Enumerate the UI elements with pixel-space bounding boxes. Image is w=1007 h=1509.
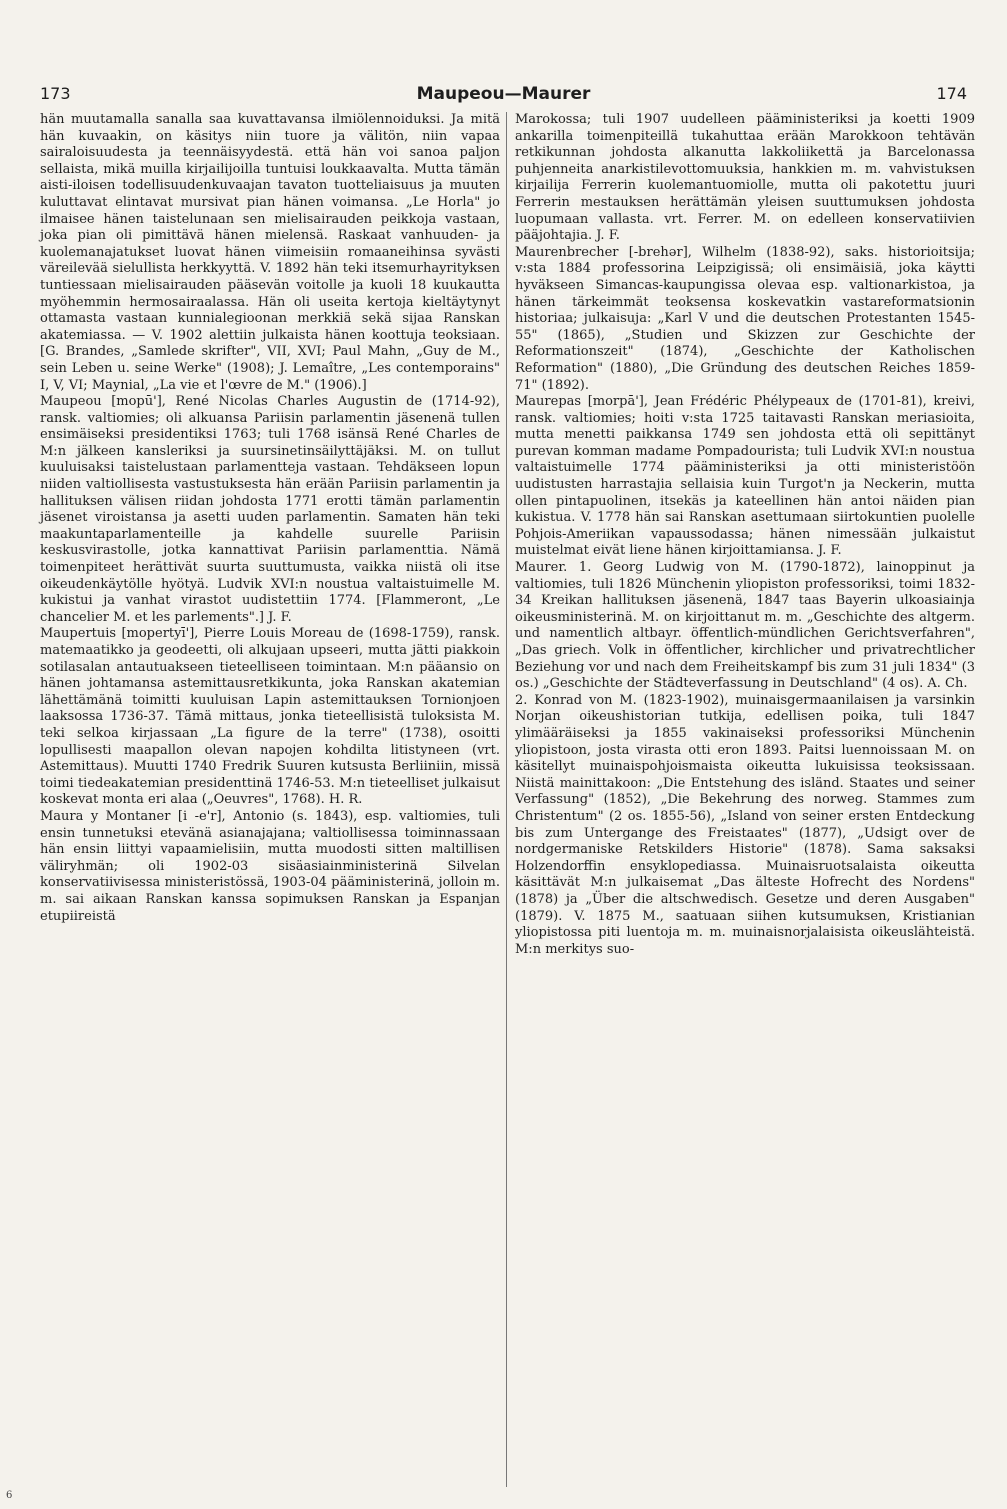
entry-maura-y-montaner: Maura y Montaner [i -e'r], Antonio (s. 1843), esp. valtiomies, tuli ensin tunnetuksi etevänä asianajajana; valtiollisessa toiminnassaan hän ensin liittyi vapaamielisiin, mutta muodosti sitten maltillisen väliryhmän; oli 1902-03 sisäasiainministerinä Silvelan konservatiivisessa ministeristössä, 1903-04 pääministerinä, jolloin m. m. sai aikaan Ranskan kanssa sopimuksen Ranskan ja Espanjan etupiireistä bbox=[40, 808, 500, 924]
paragraph: hän muutamalla sanalla saa kuvattavansa ilmiölennoiduksi. Ja mitä hän kuvaakin, on käsitys niin tuore ja välitön, niin vapaa sairaloisuudesta ja teennäisyydestä. että hän voi sanoa paljon sellaista, mikä muilla kirjailijoilla tuntuisi loukkaavalta. Mutta tämän aisti-iloisen todellisuudenkuvaajan tavaton tuotteliaisuus ja muuten kuluttavat elintavat mursivat pian hänen voimansa. „Le Horla" jo ilmaisee hänen taistelunaan sen mielisairauden peikkoja vastaan, joka pian oli pimittävä hänen mielensä. Raskaat vanhuuden- ja kuolemanajatukset luovat hänen viimeisiin romaaneihinsa syvästi väreilevää sielullista herkkyyttä. V. 1892 hän teki itsemurhayrityksen tuntiessaan mielisairauden pääsevän voitolle ja kuoli 18 kuukautta myöhemmin hermosairaalassa. Hän oli useita kertoja kieltäytynyt ottamasta vastaan kunnialegioonan merkkiä sekä sijaa Ranskan akatemiassa. — V. 1902 alettiin julkaista hänen koottuja teoksiaan. [G. Brandes, „Samlede skrifter", VII, XVI; Paul Mahn, „Guy de M., sein Leben u. seine Werke" (1908); J. Lemaître, „Les contemporains" I, V, VI; Maynial, „La vie et l'œvre de M." (1906).] bbox=[40, 112, 500, 393]
right-column bbox=[515, 112, 975, 958]
page-number-right: 174 bbox=[936, 84, 967, 103]
corner-mark: 6 bbox=[6, 1490, 13, 1501]
entry-maurepas: Maurepas [morpā'], Jean Frédéric Phélypeaux de (1701-81), kreivi, ransk. valtiomies; hoiti v:sta 1725 taitavasti Ranskan meriasioita, mutta menetti paikkansa 1749 sen johdosta että oli sepittänyt purevan komman madame Pompadourista; tuli Ludvik XVI:n noustua valtaistuimelle 1774 pääministeriksi ja otti ministeristöön uudistusten harrastajia sellaisia kuin Turgot'n ja Neckerin, mutta ollen pintapuolinen, itsekäs ja kateellinen hän antoi näiden pian kukistua. V. 1778 hän sai Ranskan asettumaan siirtokuntien puolelle Pohjois-Ameriikan vapaussodassa; hänen nimessään julkaistut muistelmat eivät liene hänen kirjoittamiansa. J. F. bbox=[515, 394, 975, 559]
left-column bbox=[40, 112, 500, 925]
entry-maurer-2: 2. Konrad von M. (1823-1902), muinaisgermaanilaisen ja varsinkin Norjan oikeushistorian tutkija, edellisen poika, tuli 1847 ylimääräiseksi ja 1855 vakinaiseksi professoriksi Münchenin yliopistoon, josta virasta otti eron 1893. Paitsi luennoissaan M. on käsitellyt muinaispohjoismaista oikeutta lukuisissa teoksissaan. Niistä mainittakoon: „Die Entstehung des isländ. Staates und seiner Verfassung" (1852), „Die Bekehrung des norweg. Stammes zum Christentum" (2 os. 1855-56), „Island von seiner ersten Entdeckung bis zum Untergange des Freistaates" (1877), „Udsigt over de nordgermaniske Retskilders Historie" (1878). Sama saksaksi Holzendorffin ensyklopediassa. Muinaisruotsalaista oikeutta käsittävät M:n julkaisemat „Das älteste Hofrecht des Nordens" (1878) ja „Über die altschwedisch. Gesetze und deren Ausgaben" (1879). V. 1875 M., saatuaan siihen kutsumuksen, Kristianian yliopistossa piti luentoja m. m. muinaisnorjalaisista oikeuslähteistä. M:n merkitys suo- bbox=[515, 692, 975, 957]
page-number-left: 173 bbox=[40, 84, 71, 103]
entry-maupertuis: Maupertuis [mopertyī'], Pierre Louis Moreau de (1698-1759), ransk. matemaatikko ja geodeetti, oli alkujaan upseeri, mutta jätti piakkoin sotilasalan antautuakseen tieteelliseen toimintaan. M:n pääansio on hänen johtamansa astemittausretkikunta, joka Ranskan akatemian lähettämänä toimitti kuuluisan Lapin astemittauksen Tornionjoen laaksossa 1736-37. Tämä mittaus, jonka tieteellisistä tuloksista M. teki selkoa kirjassaan „La figure de la terre" (1738), osoitti lopullisesti maapallon olevan napojen kohdilta litistyneen (vrt. Astemittaus). Muutti 1740 Fredrik Suuren kutsusta Berliiniin, missä toimi tiedeakatemian presidenttinä 1746-53. M:n tieteelliset julkaisut koskevat monta eri alaa („Oeuvres", 1768). H. R. bbox=[40, 626, 500, 808]
entry-maupeou: Maupeou [mopū'], René Nicolas Charles Augustin de (1714-92), ransk. valtiomies; oli alkuansa Pariisin parlamentin jäsenenä tullen ensimäiseksi presidentiksi 1763; tuli 1768 isänsä René Charles de M:n jälkeen kansleriksi ja suursinetinsäilyttäjäksi. M. on tullut kuuluisaksi taistelustaan parlamentteja vastaan. Tehdäkseen lopun niiden valtiollisesta vastustuksesta hän erään Pariisin parlamentin ja hallituksen välisen riidan johdosta 1771 erotti tämän parlamentin jäsenet viroistansa ja asetti uuden parlamentin. Samaten hän teki maakuntaparlamenteille ja kahdelle suurelle Pariisin keskusvirastolle, jotka kannattivat Pariisin parlamenttia. Nämä toimenpiteet herättivät suurta suuttumusta, vaikka niistä oli itse oikeudenkäytölle hyötyä. Ludvik XVI:n noustua valtaistuimelle M. kukistui ja vanhat virastot uudistettiin 1774. [Flammeront, „Le chancelier M. et les parlements".] J. F. bbox=[40, 394, 500, 625]
column-divider bbox=[506, 112, 507, 1487]
entry-maurer-1: Maurer. 1. Georg Ludwig von M. (1790-1872), lainoppinut ja valtiomies, tuli 1826 Münchenin yliopiston professoriksi, toimi 1832-34 Kreikan hallituksen jäsenenä, 1847 taas Bayerin ulkoasiainja oikeusministerinä. M. on kirjoittanut m. m. „Geschichte des altgerm. und namentlich altbayr. öffentlich-mündlichen Gerichtsverfahren", „Das griech. Volk in öffentlicher, kirchlicher und privatrechtlicher Beziehung vor und nach dem Freiheitskampf bis zum 31 juli 1834" (3 os.) „Geschichte der Städteverfassung in Deutschland" (4 os). A. Ch. bbox=[515, 560, 975, 692]
page-header bbox=[40, 84, 967, 110]
entry-maurenbrecher: Maurenbrecher [-brehər], Wilhelm (1838-92), saks. historioitsija; v:sta 1884 professorina Leipzigissä; oli ensimäisiä, joka käytti hyväkseen Simancas-kaupungissa olevaa esp. valtionarkistoa, ja hänen tärkeimmät teoksensa koskevatkin vastareformatsionin historiaa; julkaisuja: „Karl V und die deutschen Protestanten 1545-55" (1865), „Studien und Skizzen zur Geschichte der Reformationszeit" (1874), „Geschichte der Katholischen Reformation" (1880), „Die Gründung des deutschen Reiches 1859-71" (1892). bbox=[515, 244, 975, 393]
paragraph: Marokossa; tuli 1907 uudelleen pääministeriksi ja koetti 1909 ankarilla toimenpiteillä tukahuttaa erään Marokkoon tehtävän retkikunnan johdosta alkanutta lakkoliikettä ja Barcelonassa puhjenneita anarkistilevottomuuksia, hankkien m. m. vahvistuksen kirjailija Ferrerin kuolemantuomiolle, mutta oli pakotettu juuri Ferrerin mestauksen herättämän yleisen suuttumuksen johdosta luopumaan vallasta. vrt. Ferrer. M. on edelleen konservatiivien pääjohtajia. J. F. bbox=[515, 112, 975, 244]
page-title: Maupeou—Maurer bbox=[416, 84, 591, 104]
